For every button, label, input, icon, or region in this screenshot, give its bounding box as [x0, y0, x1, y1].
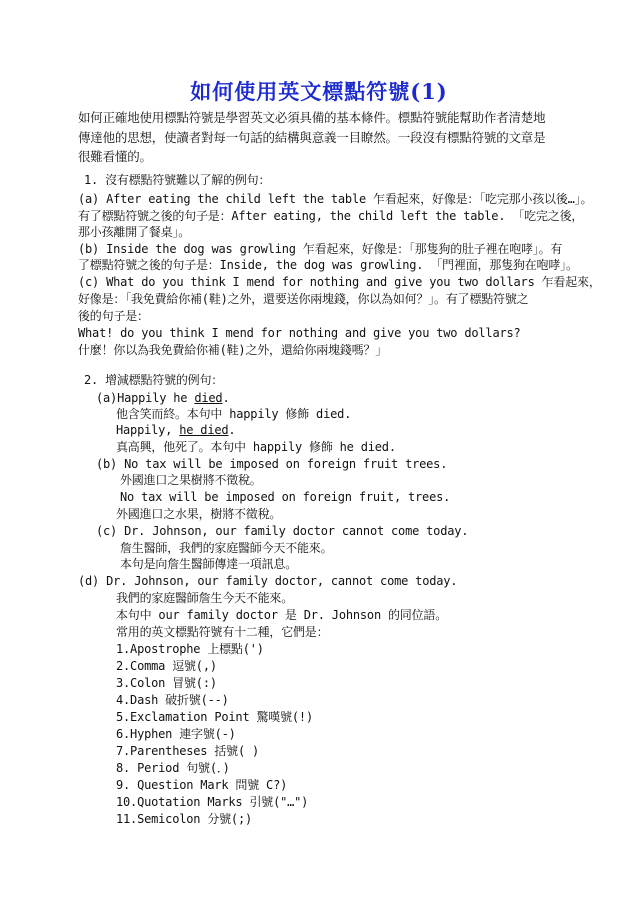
punctuation-mark-item: 3.Colon 冒號(:) — [116, 676, 217, 690]
example-a-line: 有了標點符號之後的句子是：After eating, the child left the table. 「吃完之後， — [78, 209, 584, 223]
example-2a-line: 他含笑而終。本句中 happily 修飾 died. — [116, 407, 352, 421]
intro-line: 如何正確地使用標點符號是學習英文必須具備的基本條件。標點符號能幫助作者清楚地 — [78, 110, 546, 125]
example-2d-label: (d) Dr. Johnson, our family doctor, cannot come today. — [78, 574, 458, 588]
section1-heading: 1. 沒有標點符號難以了解的例句： — [84, 173, 271, 187]
example-2b-line: 外國進口之果樹將不徵稅。 — [120, 473, 262, 487]
underlined-phrase: he died — [179, 423, 229, 437]
example-b-line: (b) Inside the dog was growling 乍看起來，好像是：「那隻狗的肚子裡在咆哮」。有 — [78, 242, 563, 256]
section2-heading: 2. 增減標點符號的例句： — [84, 373, 224, 387]
example-2c-line: 詹生醫師，我們的家庭醫師今天不能來。 — [120, 541, 333, 555]
example-2b-label: (b) No tax will be imposed on foreign fruit trees. — [96, 457, 448, 471]
example-2a-text: (a)Happily he — [96, 391, 195, 405]
example-c-line: 什麼！你以為我免費給你補(鞋)之外，還給你兩塊錢嗎？」 — [78, 343, 388, 357]
example-c-line: 後的句子是： — [78, 309, 149, 323]
example-2d-line: 本句中 our family doctor 是 Dr. Johnson 的同位語。 — [116, 608, 447, 622]
punctuation-mark-item: 11.Semicolon 分號(;) — [116, 812, 252, 826]
page-title: 如何使用英文標點符號(1) — [190, 79, 448, 104]
example-a-line: (a) After eating the child left the table 乍看起來，好像是：「吃完那小孩以後…」。 — [78, 192, 593, 206]
intro-line: 傳達他的思想，使讀者對每一句話的結構與意義一目瞭然。一段沒有標點符號的文章是 — [78, 129, 546, 145]
example-2d-line: 我們的家庭醫師詹生今天不能來。 — [116, 591, 294, 605]
punctuation-mark-item: 1.Apostrophe 上標點(') — [116, 642, 264, 656]
example-2d-line: 常用的英文標點符號有十二種，它們是： — [116, 625, 329, 639]
example-2b-line: No tax will be imposed on foreign fruit, trees. — [120, 490, 451, 504]
punctuation-mark-item: 7.Parentheses 括號( ) — [116, 744, 260, 758]
punctuation: . — [222, 391, 230, 405]
example-c-line: 好像是：「我免費給你補(鞋)之外，還要送你兩塊錢，你以為如何？」。有了標點符號之 — [78, 292, 529, 306]
example-2c-line: 本句是向詹生醫師傳達一項訊息。 — [120, 557, 298, 571]
punctuation-mark-item: 9. Question Mark 問號 C?) — [116, 778, 288, 792]
example-2b-line: 外國進口之水果，樹將不徵稅。 — [116, 507, 282, 521]
example-b-line: 了標點符號之後的句子是：Inside, the dog was growling. 「門裡面，那隻狗在咆哮」。 — [78, 258, 578, 272]
intro-paragraph — [78, 108, 578, 167]
punctuation-mark-item: 4.Dash 破折號(--) — [116, 693, 229, 707]
underlined-word: died — [194, 391, 223, 405]
example-2a-line — [116, 422, 235, 438]
punctuation: . — [228, 423, 236, 437]
punctuation-mark-item: 10.Quotation Marks 引號("…") — [116, 795, 309, 809]
punctuation-mark-item: 5.Exclamation Point 驚嘆號(!) — [116, 710, 313, 724]
example-2c-label: (c) Dr. Johnson, our family doctor cannot come today. — [96, 524, 469, 538]
example-c-line: What! do you think I mend for nothing and give you two dollars? — [78, 326, 521, 340]
punctuation-mark-item: 8. Period 句號(．) — [116, 761, 230, 775]
example-2a-label — [96, 390, 230, 406]
intro-line: 很難看懂的。 — [78, 149, 152, 164]
example-2a-text: Happily, — [116, 423, 180, 437]
example-c-line: (c) What do you think I mend for nothing and give you two dollars 乍看起來， — [78, 275, 601, 289]
example-a-line: 那小孩離開了餐桌」。 — [78, 225, 191, 239]
punctuation-mark-item: 6.Hyphen 連字號(-) — [116, 727, 236, 741]
punctuation-mark-item: 2.Comma 逗號(,) — [116, 659, 217, 673]
example-2a-line: 真高興，他死了。本句中 happily 修飾 he died. — [116, 440, 396, 454]
